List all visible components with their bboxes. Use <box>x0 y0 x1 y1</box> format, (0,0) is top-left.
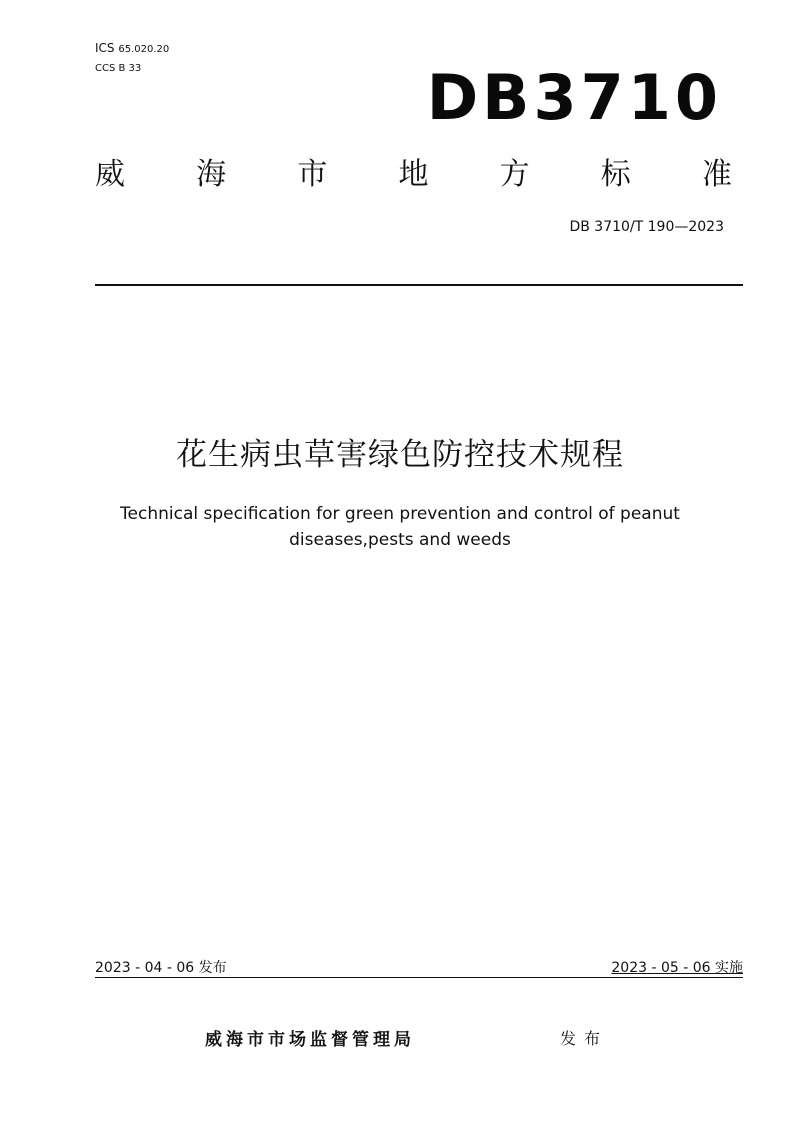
db-code-logo: DB3710 <box>426 61 722 134</box>
implementation-date: 2023 - 05 - 06 实施 <box>611 960 743 976</box>
header-divider <box>95 284 743 286</box>
standard-type-char: 地 <box>398 157 429 192</box>
ics-label: ICS <box>95 41 115 55</box>
english-title-line-1: Technical specification for green prevention and control of peanut <box>120 504 680 524</box>
standard-type-char: 标 <box>600 157 631 192</box>
issue-action: 发布 <box>560 1029 609 1048</box>
standard-type-char: 海 <box>196 157 227 192</box>
standard-type-char: 准 <box>701 157 732 192</box>
ccs-code: CCS B 33 <box>95 63 142 74</box>
document-title-chinese: 花生病虫草害绿色防控技术规程 <box>176 437 624 473</box>
footer-divider <box>95 977 743 978</box>
document-title-english <box>0 501 800 553</box>
issue-date: 2023 - 04 - 06 发布 <box>95 960 227 976</box>
english-title-line-2: diseases,pests and weeds <box>289 530 511 550</box>
issuing-authority: 威海市市场监督管理局 <box>205 1030 415 1050</box>
ics-value: 65.020.20 <box>118 44 170 55</box>
standard-type-char: 市 <box>297 157 328 192</box>
standard-type-title <box>95 155 732 195</box>
ics-code <box>95 40 169 58</box>
standard-type-char: 方 <box>499 157 530 192</box>
standard-number: DB 3710/T 190—2023 <box>569 219 724 235</box>
standard-type-char: 威 <box>95 157 125 192</box>
